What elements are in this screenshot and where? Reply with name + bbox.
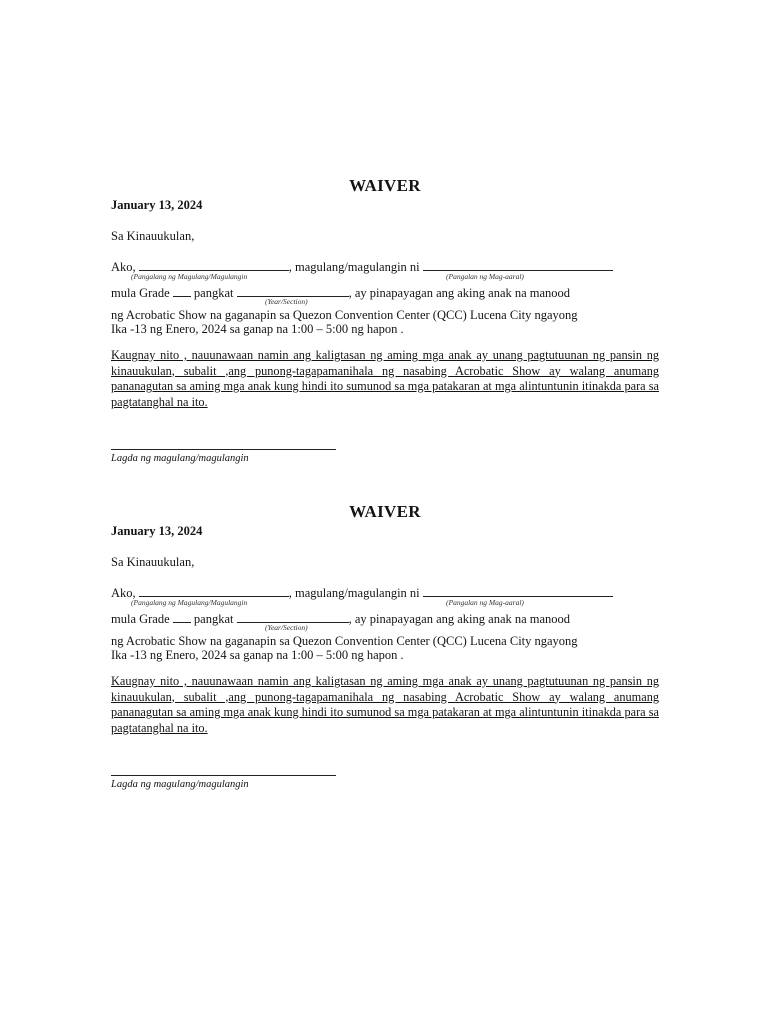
waiver-form-2 <box>111 502 659 822</box>
grade-label: mula Grade <box>111 612 170 626</box>
grade-label: mula Grade <box>111 286 170 300</box>
permission-text: , ay pinapayagan ang aking anak na manood <box>348 286 571 300</box>
parent-name-caption: (Pangalang ng Magulang/Magulangin <box>131 272 248 281</box>
pangkat-label: pangkat <box>193 286 234 300</box>
parent-name-field[interactable] <box>139 258 289 271</box>
grade-field[interactable] <box>173 284 191 297</box>
student-name-caption: (Pangalan ng Mag-aaral) <box>446 272 524 281</box>
section-caption: (Year/Section) <box>265 623 308 632</box>
signature-field[interactable] <box>111 449 336 450</box>
event-line: ng Acrobatic Show na gaganapin sa Quezon Convention Center (QCC) Lucena City ngayong <box>111 308 578 322</box>
schedule-line: Ika -13 ng Enero, 2024 sa ganap na 1:00 – 5:00 ng hapon . <box>111 648 404 662</box>
section-field[interactable] <box>237 610 349 623</box>
waiver-form-1 <box>111 176 659 496</box>
permission-text: , ay pinapayagan ang aking anak na manood <box>348 612 571 626</box>
student-name-field[interactable] <box>423 258 613 271</box>
section-caption: (Year/Section) <box>265 297 308 306</box>
guardian-of-label: , magulang/magulangin ni <box>288 586 420 600</box>
parent-name-caption: (Pangalang ng Magulang/Magulangin <box>131 598 248 607</box>
liability-paragraph: Kaugnay nito , nauunawaan namin ang kaligtasan ng aming mga anak ay unang pagtutuunan ng pansin ng kinauukulan, subalit ,ang punong-tagapamanihala ng nasabing Acrobatic Show ay walang anumang pananagutan sa aming mga anak kung hindi ito sumunod sa mga patakaran at mga alintuntunin itinakda para sa pagtatanghal na ito. <box>111 348 659 409</box>
grade-line <box>111 284 570 301</box>
guardian-of-label: , magulang/magulangin ni <box>288 260 420 274</box>
signature-caption: Lagda ng magulang/magulangin <box>111 453 249 464</box>
ako-label: Ako, <box>111 260 136 274</box>
waiver-title: WAIVER <box>349 502 421 521</box>
greeting: Sa Kinauukulan, <box>111 229 195 243</box>
liability-paragraph: Kaugnay nito , nauunawaan namin ang kaligtasan ng aming mga anak ay unang pagtutuunan ng pansin ng kinauukulan, subalit ,ang punong-tagapamanihala ng nasabing Acrobatic Show ay walang anumang pananagutan sa aming mga anak kung hindi ito sumunod sa mga patakaran at mga alintuntunin itinakda para sa pagtatanghal na ito. <box>111 674 659 735</box>
waiver-title: WAIVER <box>349 176 421 195</box>
grade-line <box>111 610 570 627</box>
student-name-caption: (Pangalan ng Mag-aaral) <box>446 598 524 607</box>
signature-caption: Lagda ng magulang/magulangin <box>111 779 249 790</box>
event-line: ng Acrobatic Show na gaganapin sa Quezon Convention Center (QCC) Lucena City ngayong <box>111 634 578 648</box>
ako-label: Ako, <box>111 586 136 600</box>
student-name-field[interactable] <box>423 584 613 597</box>
grade-field[interactable] <box>173 610 191 623</box>
waiver-date: January 13, 2024 <box>111 198 203 212</box>
signature-field[interactable] <box>111 775 336 776</box>
waiver-date: January 13, 2024 <box>111 524 203 538</box>
pangkat-label: pangkat <box>193 612 234 626</box>
schedule-line: Ika -13 ng Enero, 2024 sa ganap na 1:00 – 5:00 ng hapon . <box>111 322 404 336</box>
parent-name-field[interactable] <box>139 584 289 597</box>
greeting: Sa Kinauukulan, <box>111 555 195 569</box>
section-field[interactable] <box>237 284 349 297</box>
